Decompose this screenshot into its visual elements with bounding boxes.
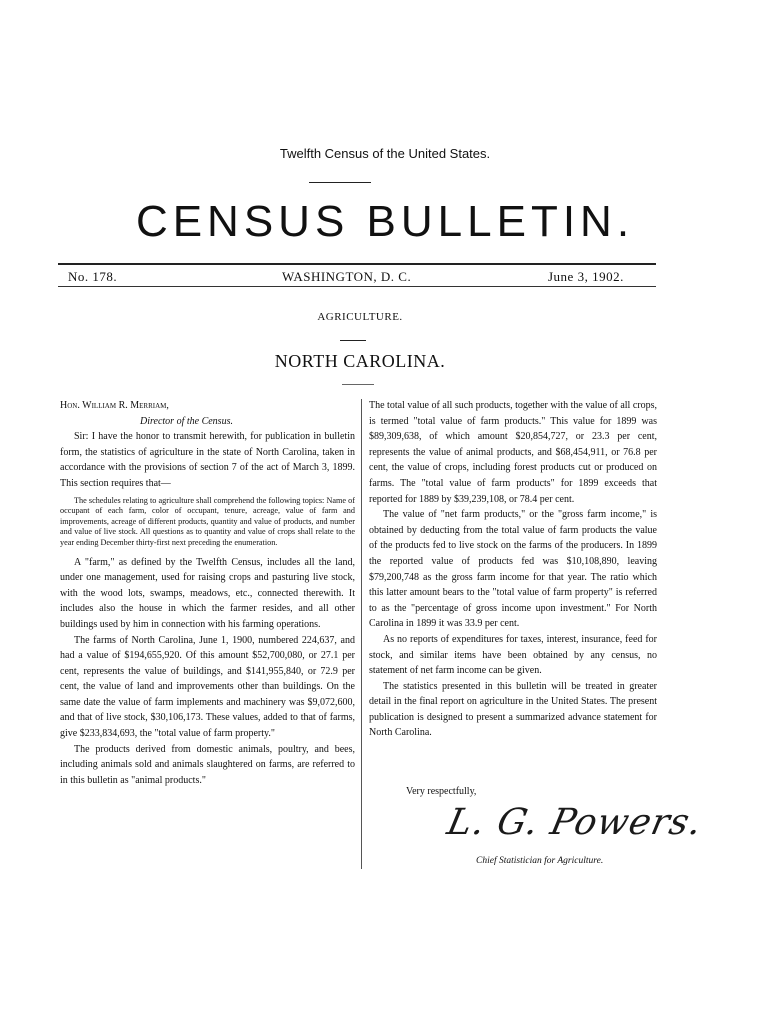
census-heading: Twelfth Census of the United States. — [279, 146, 491, 161]
addressee-title: Director of the Census. — [140, 415, 233, 427]
paragraph: As no reports of expenditures for taxes, interest, insurance, feed for stock, and similar items have been obtained by any census, no statement of net farm income can be given. — [369, 633, 657, 677]
divider — [309, 182, 371, 183]
paragraph: The farms of North Carolina, June 1, 1900, numbered 224,637, and had a value of $194,655,920. Of this amount $52,700,080, or 27.1 per cent, represents the value of buildings, and $141,955,840, or 72.9 per cent, the value of land and improvements other than buildings. On the same date the value of farm implements and machinery was $9,072,600, and that of live stock, $30,106,173. These values, added to that of farms, give $233,834,693, the "total value of farm property." — [60, 634, 355, 740]
paragraph: Sir: I have the honor to transmit herewith, for publication in bulletin form, the statistics of agriculture in the state of North Carolina, taken in accordance with the provisions of section 7 of the act of March 3, 1899. This section requires that— — [60, 431, 355, 489]
closing: Very respectfully, — [406, 786, 477, 797]
dateline-date: June 3, 1902. — [548, 269, 624, 284]
paragraph: The products derived from domestic animals, poultry, and bees, including animals sold and animals slaughtered on farms, are referred to in this bulletin as "animal products." — [60, 743, 355, 786]
paragraph: A "farm," as defined by the Twelfth Census, includes all the land, under one management, used for raising crops and pasturing live stock, with the wood lots, swamps, meadows, etc., connected therewith. It includes also the house in which the farmer resides, and all other buildings used by him in connection with his farming operations. — [60, 556, 355, 630]
bulletin-title: CENSUS BULLETIN. — [135, 197, 635, 246]
signature: L. G. Powers. — [443, 802, 707, 843]
header-rule-bottom — [58, 286, 656, 287]
quoted-law: The schedules relating to agriculture shall comprehend the following topics: Name of occupant of each farm, color of occupant, tenure, acreage, value of farm and improvements, acreage of different products, quantity and value of products, and number and value of live stock. All questions as to quantity and value of crops shall relate to the year ending December thirty-first next preceding the enumeration. — [60, 495, 355, 547]
divider — [342, 384, 374, 385]
paragraph: The value of "net farm products," or the "gross farm income," is obtained by deducting from the total value of farm products the value of the products fed to live stock on the farms of the producers. In 1899 the reported value of products fed was $10,108,890, leaving $79,200,748 as the gross farm income for that year. The ratio which this latter amount bears to the "total value of farm property" is referred to as the "percentage of gross income upon investment." For North Carolina in 1899 it was 33.9 per cent. — [369, 509, 657, 630]
signer-title: Chief Statistician for Agriculture. — [476, 856, 604, 866]
paragraph: The total value of all such products, together with the value of all crops, is termed "total value of farm products." This value for 1899 was $89,309,638, of which amount $20,854,727, or 23.3 per cent, represents the value of animal products, and $68,454,911, or 76.8 per cent, the value of crops, including forest products cut or produced on farms. The "total value of farm products" for 1899 exceeds that reported for 1889 by $39,239,108, or 78.4 per cent. — [369, 400, 657, 505]
right-column — [369, 398, 657, 741]
subject-heading: AGRICULTURE. — [317, 311, 403, 323]
paragraph: The statistics presented in this bulletin will be treated in greater detail in the final report on agriculture in the United States. The present publication is designed to present a summarized advance statement for North Carolina. — [369, 680, 657, 739]
dateline-place: WASHINGTON, D. C. — [282, 269, 412, 284]
bulletin-number: No. 178. — [68, 269, 118, 284]
state-heading: NORTH CAROLINA. — [274, 351, 446, 371]
divider — [340, 340, 366, 341]
left-column — [60, 398, 355, 788]
addressee: Hon. William R. Merriam, — [60, 400, 169, 411]
header-rule-top — [58, 263, 656, 265]
column-rule — [361, 399, 362, 869]
